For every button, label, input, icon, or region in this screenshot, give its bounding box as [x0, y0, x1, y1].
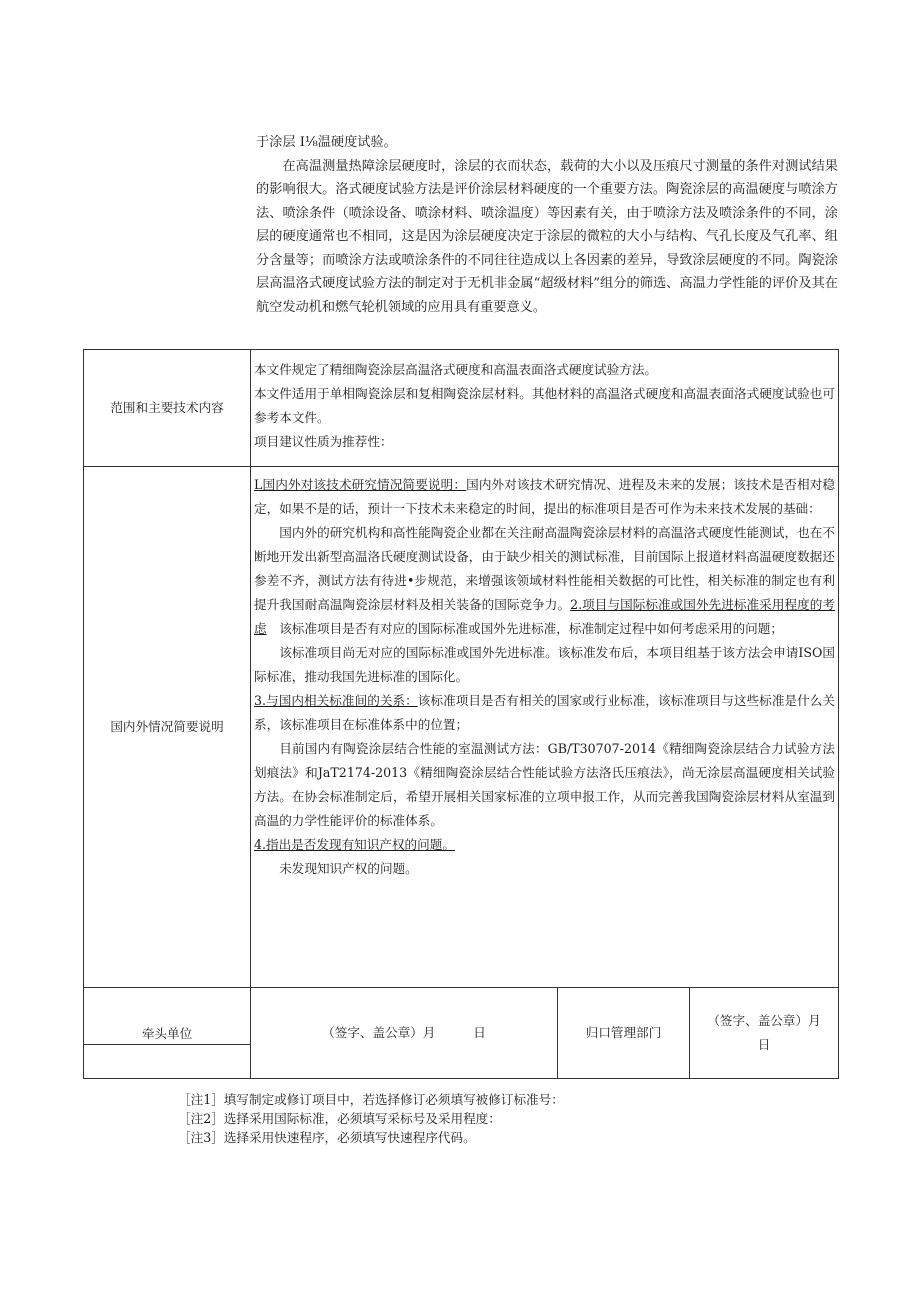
intro-paragraph-2: 在高温测量热障涂层硬度时，涂层的衣而状态，载荷的大小以及压痕尺寸测量的条件对测试结果的影响很大。洛式硬度试验方法是评价涂层材料硬度的一个重要方法。陶瓷涂层的高温硬度与喷涂方法、喷涂条件（喷涂设备、喷涂材料、喷涂温度）等因素有关，由于喷涂方法及喷涂条件的不同，涂层的硬度通常也不相同，这是因为涂层硬度决定于涂层的微粒的大小与结构、气孔长度及气孔率、组分含量等；而喷涂方法或喷涂条件的不同往往造成以上各因素的差异，导致涂层硬度的不同。陶瓷涂层高温洛式硬度试验方法的制定对于无机非金属“超级材料”组分的筛选、高温力学性能的评价及其在航空发动机和燃气轮机领域的应用具有重要意义。 — [256, 158, 838, 315]
dept-label: 归口管理部门 — [558, 988, 690, 1079]
heading-2: 2.项目与国际标准或国外先进标准采用程度的考虑 — [254, 597, 835, 636]
situation-paragraph-7: 未发现知识产权的问题。 — [279, 861, 418, 876]
dept-signature-line-1: （签字、盖公章）月 — [707, 1013, 821, 1028]
scope-line-2: 本文件适用于单相陶瓷涂层和复相陶瓷涂层材料。其他材料的高温洛式硬度和高温表面洛式硬度试验也可参考本文件。 — [254, 386, 835, 425]
scope-label: 范围和主要技术内容 — [84, 350, 251, 467]
dept-signature-line-2: 日 — [757, 1037, 771, 1052]
sign-row — [84, 988, 839, 1079]
scope-content — [251, 350, 839, 467]
situation-text-5: 该标准项目是否有相关的国家或行业标准，该标准项目与这些标准是什么关系，该标准项目在标准体系中的位置； — [254, 693, 835, 732]
situation-label: 国内外情况简要说明 — [84, 467, 251, 988]
scope-line-1: 本文件规定了精细陶瓷涂层高温洛式硬度和高温表面洛式硬度试验方法。 — [254, 362, 657, 377]
situation-text-2: 国内外的研究机构和高性能陶瓷企业都在关注耐高温陶瓷涂层材料的高温洛式硬度性能测试，也在不断地开发出新型高温洛氏硬度测试设备，由于缺少相关的测试标准，目前国际上报道材料高温硬度数据还参差不齐，测试方法有待进•步规范，来增强该领域材料性能相关数据的可比性，相关标准的制定也有利提升我国耐高温陶瓷涂层材料及相关装备的国际竞争力。 — [254, 525, 835, 612]
situation-content — [251, 467, 839, 988]
situation-row — [84, 467, 839, 988]
heading-3: 3.与国内相关标准间的关系： — [254, 693, 418, 708]
note-1: ［注1］填写制定或修订项目中，若选择修订必须填写被修订标准号： — [178, 1092, 564, 1107]
intro-text — [256, 131, 838, 319]
lead-unit-signature: （签字、盖公章）月 日 — [251, 988, 558, 1079]
heading-1: L国内外对该技术研究情况简要说明： — [254, 477, 467, 492]
situation-paragraph-3: 该标准项目尚无对应的国际标准或国外先进标准。该标准发布后，本项目组基于该方法会申请ISO国际标准，推动我国先进标准的国际化。 — [254, 645, 835, 684]
lead-unit-label: 牵头单位 — [84, 988, 250, 1045]
situation-text-1: 国内外对该技术研究情况、进程及未来的发展；该技术是否相对稳定，如果不是的话，预计一下技术未来稳定的时间，提出的标准项目是否可作为未来技术发展的基础： — [254, 477, 836, 516]
notes — [178, 1090, 564, 1147]
situation-paragraph-5: 目前国内有陶瓷涂层结合性能的室温测试方法：GB/T30707-2014《精细陶瓷涂层结合力试验方法划痕法》和JaT2174-2013《精细陶瓷涂层结合性能试验方法洛氏压痕法》，尚无涂层高温硬度相关试验方法。在协会标准制定后，希望开展相关国家标准的立项申报工作，从而完善我国陶瓷涂层材料从室温到高温的力学性能评价的标准体系。 — [254, 741, 835, 828]
situation-text-3: 该标准项目是否有对应的国际标准或国外先进标准，标准制定过程中如何考虑采用的问题； — [279, 621, 783, 636]
situation-paragraph-1 — [254, 473, 835, 521]
project-form-table — [83, 349, 839, 1079]
situation-paragraph-6 — [254, 833, 835, 857]
scope-line-3: 项目建议性质为推荐性： — [254, 434, 393, 449]
situation-paragraph-4 — [254, 689, 835, 737]
intro-line-1: 于涂层 I⅛温硬度试验。 — [256, 135, 397, 150]
scope-row — [84, 350, 839, 467]
note-2: ［注2］选择采用国际标准，必须填写采标号及采用程度： — [178, 1111, 501, 1126]
situation-paragraph-2 — [254, 521, 835, 641]
dept-signature — [690, 988, 839, 1079]
heading-4: 4.指出是否发现有知识产权的问题。 — [254, 837, 455, 852]
note-3: ［注3］选择采用快速程序，必须填写快速程序代码。 — [178, 1130, 476, 1145]
lead-unit-label-cell — [84, 988, 251, 1079]
